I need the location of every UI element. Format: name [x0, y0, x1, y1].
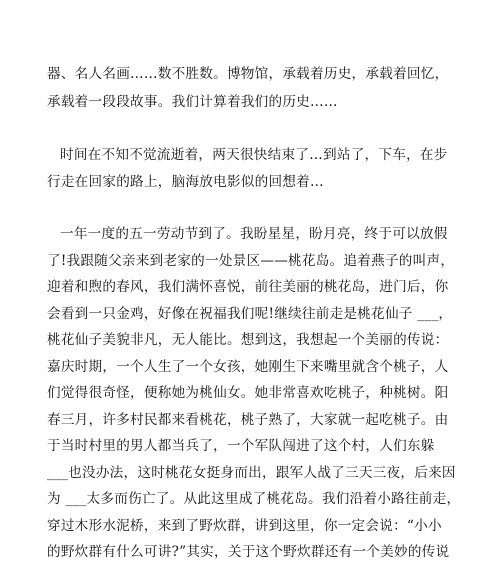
text-line: 春三月，许多村民都来看桃花，桃子熟了，大家就一起吃桃子。由 — [47, 412, 449, 428]
text-line: 承载着一段段故事。我们计算着我们的历史…… — [47, 94, 338, 110]
text-line: 行走在回家的路上，脑海放电影似的回想着… — [47, 174, 324, 190]
text-line: 会看到一只金鸡，好像在祝福我们呢!继续往前走是桃花仙子 ___， — [47, 306, 453, 322]
text-line: 嘉庆时期，一个人生了一个女孩，她刚生下来嘴里就含个桃子，人 — [47, 359, 449, 375]
text-line: 的野炊群有什么可讲?”其实，关于这个野炊群还有一个美妙的传说 — [47, 544, 450, 560]
text-line: 为 ___太多而伤亡了。从此这里成了桃花岛。我们沿着小路往前走， — [47, 491, 461, 507]
text-line: 桃花仙子美貌非凡，无人能比。想到这，我想起一个美丽的传说： — [47, 332, 449, 348]
text-line: 时间在不知不觉流逝着，两天很快结束了…到站了，下车，在步 — [60, 147, 448, 163]
text-line: 一年一度的五一劳动节到了。我盼星星，盼月亮，终于可以放假 — [60, 226, 448, 242]
text-line: 了!我跟随父亲来到老家的一处景区——桃花岛。追着燕子的叫声， — [47, 253, 455, 269]
text-line: 器、名人名画……数不胜数。博物馆，承载着历史，承载着回忆， — [47, 66, 449, 82]
text-line: 们觉得很奇怪，便称她为桃仙女。她非常喜欢吃桃子，种桃树。阳 — [47, 385, 449, 401]
text-line: 穿过木形水泥桥，来到了野炊群，讲到这里，你一定会说：“小小 — [47, 518, 442, 534]
text-line: 于当时村里的男人都当兵了，一个军队闯进了这个村，人们东躲 — [47, 438, 435, 454]
text-line: ___也没办法，这时桃花女挺身而出，跟军人战了三天三夜，后来因 — [47, 465, 456, 481]
text-line: 迎着和煦的春风，我们满怀喜悦，前往美丽的桃花岛，进门后，你 — [47, 279, 449, 295]
